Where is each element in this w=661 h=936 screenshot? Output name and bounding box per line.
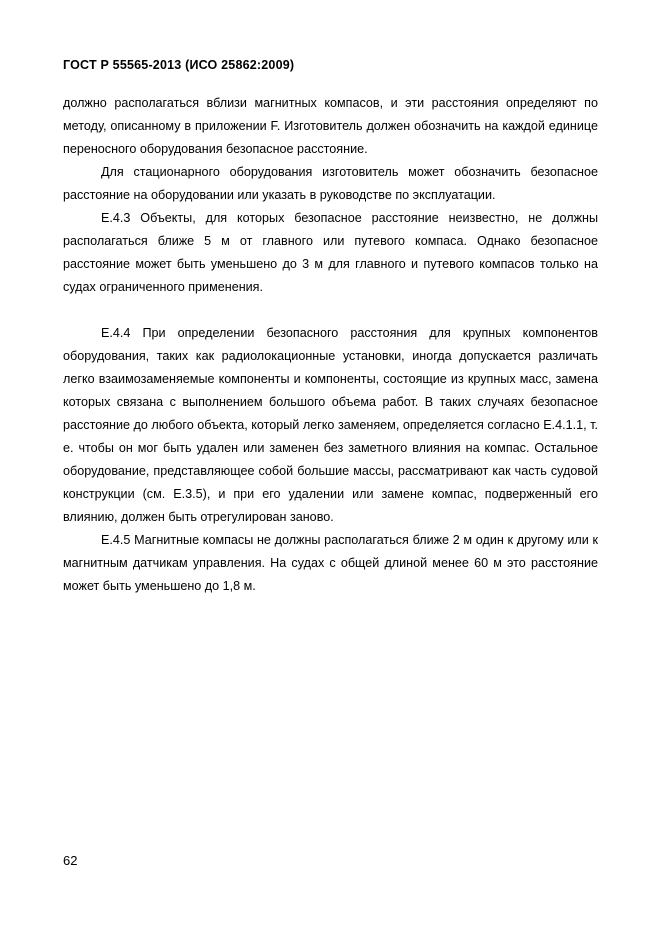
page-number: 62 <box>63 853 78 868</box>
paragraph-continuation: должно располагаться вблизи магнитных компасов, и эти расстояния определяют по методу, описанному в приложении F. Изготовитель должен обозначить на каждой единице переносного оборудования безопасное расстояние. <box>63 96 598 156</box>
document-title: ГОСТ Р 55565-2013 (ИСО 25862:2009) <box>63 58 295 72</box>
paragraph-e44: Е.4.4 При определении безопасного расстояния для крупных компонентов оборудования, таких как радиолокационные установки, иногда допускается различать легко взаимозаменяемые компоненты и компоненты, состоящие из крупных масс, замена которых связана с выполнением большого объема работ. В таких случаях безопасное расстояние до любого объекта, который легко заменяем, определяется согласно Е.4.1.1, т. е. чтобы он мог быть удален или заменен без заметного влияния на компас. Остальное оборудование, представляющее собой большие массы, рассматривают как часть судовой конструкции (см. Е.3.5), и при его удалении или замене компас, подверженный его влиянию, должен быть отрегулирован заново. <box>63 326 598 524</box>
document-body <box>63 92 598 598</box>
paragraph: Для стационарного оборудования изготовитель может обозначить безопасное расстояние на оборудовании или указать в руководстве по эксплуатации. <box>63 165 598 202</box>
paragraph-e43: Е.4.3 Объекты, для которых безопасное расстояние неизвестно, не должны располагаться ближе 5 м от главного или путевого компаса. Однако безопасное расстояние может быть уменьшено до 3 м для главного и путевого компасов только на судах ограниченного применения. <box>63 211 598 294</box>
paragraph-e45: Е.4.5 Магнитные компасы не должны располагаться ближе 2 м один к другому или к магнитным датчикам управления. На судах с общей длиной менее 60 м это расстояние может быть уменьшено до 1,8 м. <box>63 533 598 593</box>
